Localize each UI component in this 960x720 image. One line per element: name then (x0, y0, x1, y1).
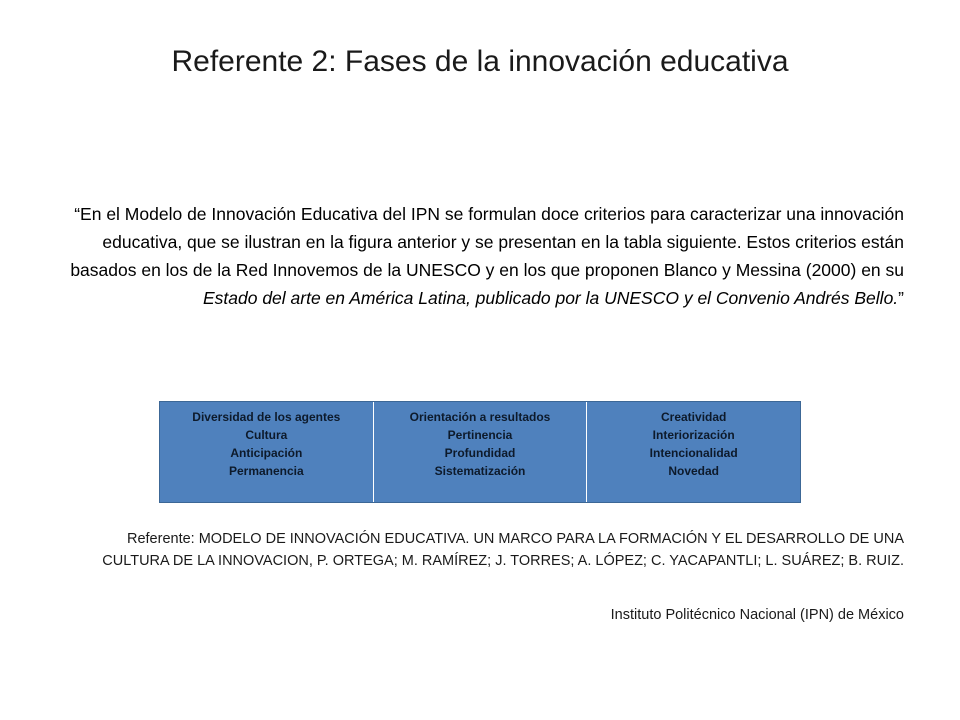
criteria-item: Intencionalidad (649, 446, 738, 460)
criteria-item: Cultura (245, 428, 288, 442)
criteria-column-1 (160, 402, 374, 502)
criteria-item: Sistematización (434, 464, 526, 478)
criteria-item: Creatividad (661, 410, 727, 424)
criteria-item: Orientación a resultados (409, 410, 551, 424)
criteria-item: Anticipación (230, 446, 303, 460)
criteria-column-3 (587, 402, 800, 502)
criteria-column-2 (374, 402, 588, 502)
criteria-item: Novedad (668, 464, 720, 478)
criteria-item: Interiorización (652, 428, 735, 442)
criteria-item: Diversidad de los agentes (192, 410, 341, 424)
criteria-item: Permanencia (228, 464, 304, 478)
criteria-item: Profundidad (444, 446, 516, 460)
slide-title: Referente 2: Fases de la innovación educativa (171, 45, 789, 78)
quote-paragraph (62, 200, 904, 312)
reference-citation: Referente: MODELO DE INNOVACIÓN EDUCATIVA. UN MARCO PARA LA FORMACIÓN Y EL DESARROLLO DE UNA CULTURA DE LA INNOVACION, P. ORTEGA; M. RAMÍREZ; J. TORRES; A. LÓPEZ; C. YACAPANTLI; L. SUÁREZ; B. RUIZ. (102, 531, 904, 569)
quote-text: “En el Modelo de Innovación Educativa del IPN se formulan doce criterios para caracterizar una innovación educativa, que se ilustran en la figura anterior y se presentan en la tabla siguiente. Estos criterios están basados en los de la Red Innovemos de la UNESCO y en los que proponen Blanco y Messina (2000) en su (70, 204, 904, 280)
criteria-item: Pertinencia (447, 428, 513, 442)
institution-name: Instituto Politécnico Nacional (IPN) de México (610, 607, 904, 623)
quote-closing-mark: ” (898, 288, 904, 308)
quote-italic-text: Estado del arte en América Latina, publicado por la UNESCO y el Convenio Andrés Bello. (202, 288, 899, 308)
criteria-table (159, 401, 801, 503)
